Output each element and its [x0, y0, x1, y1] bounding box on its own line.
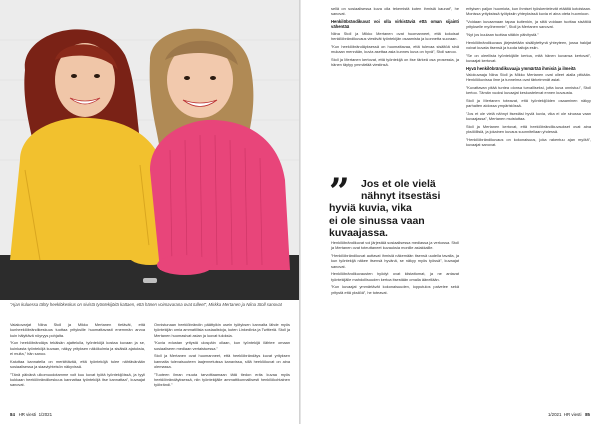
paragraph: Niina Stoll ja Mikko Mertanen ovat huomanneet, että kokoisat henkilöbrändikuvaus viestivät työntekijän osaamista ja luonnetta suoraan. — [331, 30, 459, 41]
paragraph: ”Se on oleellista työntekijälle kertoa, mitä hänen kuvansa kertovat”, kuvaajat kertovat. — [466, 52, 591, 63]
paragraph: erityisen paljon huomiota, kun ihmiset työskentelevät etäältä kotoistaan. Monissa yrityksissä työtyksiin yhteyksissä kuvia ei aina oteta huomioon. — [466, 6, 591, 17]
paragraph: ”Jos et ole vielä nähnyt itsestäsi hyviä kuvia, vika ei ole sinussa vaan kuvaajassa”, Mertanen muistuttaa. — [466, 111, 591, 122]
page-number: 84 — [10, 412, 15, 417]
pull-quote — [329, 171, 459, 239]
portrait-photo — [0, 0, 299, 300]
paragraph: ”Henkilöbrändikuvaus on kokonaisuus, joka rakentuu ajan myötä”, kuvaajat sanovat. — [466, 137, 591, 148]
left-page — [0, 0, 299, 424]
left-column-2 — [154, 322, 290, 390]
paragraph: ”Kun heeklöbrändäys tekäisän ajattelulla, työnteköjä kostaa kuvaan ja se, kuinkasta työnteköjä kuvaan, näkyy yrityksen näkökulmia ja sisäisiä ajatuksia, ei muita,” hän sanoo. — [10, 340, 145, 356]
paragraph: Valokuvaaja Niina Stoll ja Mikko Mertanen ovat olleet alalla pitkään. Henkilökuvissa ilme ja tunnelma ovat tärkeimmät asiat. — [466, 72, 591, 83]
magazine-name: HR viesti — [563, 412, 582, 417]
left-page-footer — [10, 412, 52, 417]
right-column-2 — [466, 6, 591, 150]
quote-mark-icon: ” — [329, 171, 346, 213]
section-heading: Hyvä henkilöbrändikuvaaja ymmärtää ihmisiä ja ilmeitä — [466, 65, 576, 71]
paragraph: sellä on sosiaalisessa kuva olla tekemistä kuten ihmisiä kaunat”, he sanovat. — [331, 6, 459, 17]
page-number: 85 — [585, 412, 590, 417]
right-page-footer — [548, 412, 590, 417]
paragraph: ”Tänä päivänä ulkomuodotamme voit kuu kovat työtä työntekijöissä, ja tyyli kukkaan heeklöbrändikeskuus kannattaa työnteköjä itse kannattaa”, kuvaajat sanovat. — [10, 371, 145, 387]
paragraph: Stoll ja Mertanen toteavat, että työntekijöiden osaaminen näkyy parhaiten aidossa ympäristössä. — [466, 98, 591, 109]
paragraph: ”Nyt jos kuulaan tuottaa sitäkin päivitystä.” — [466, 32, 539, 37]
paragraph: Stoll ja Mertanen ovat huomanneet, että heeklöbrändäys kuvat yrityksen kannalta tulevaisuuteen laajennetuissa kanavissa, sillä heeklökuvat on aina olemassa. — [154, 353, 290, 369]
paragraph: Vaiakovarjat Niina Stoll ja Mikko Mertanen tietävät, että kunheeklöbrändikeskuus tuottaa yrityksille huomattavasti enemmän arvoa kuin hälyttävä nöyryys pohjalta. — [10, 322, 145, 338]
paragraph: Henkilöbrändikuvaus järjestetään sisällytettynä yhteyteen, jossa hakijat voivat kuvata itsensä ja tuoda taitoja esiin. — [466, 39, 591, 50]
right-column-1-top — [331, 6, 459, 70]
paragraph: Kaiuttaa kannatella on merkittävää, että työnteköjä tulee nähtävänään sosiaalisessa ja siaaviyhteisön näkyvissä. — [10, 358, 145, 369]
right-column-1-bottom — [331, 240, 459, 297]
left-column-1 — [10, 322, 145, 390]
paragraph: ”Henkilöbrändikuvat auttavat ihmisiä näkemään itsensä uudella tavalla, ja kun työntekijä näkee itsensä hyvänä, se näkyy myös työssä”, kuvaajat sanovat. — [331, 253, 459, 269]
paragraph: Onnistunaan heeklöbrändin päättyikin usein työtyksen kannalta lähde myös työntekijän omia ammatillisia sosiaalistoja, kuten LinkedInia ja Twitteriä. Stoll ja Mertanen huomasivat asian ja luovat tuloksia. — [154, 322, 290, 338]
pull-quote-text: Jos et ole vielä nähnyt itsestäsi hyviä kuvia, vika ei ole sinussa vaan kuvaajassa. — [329, 178, 441, 239]
paragraph: Henkilöbrändikuvausten hyödyt ovat kiistattomat, ja ne antavat työntekijälle mahdollisuuden kertoa itsestään omalla äänellään. — [331, 271, 459, 282]
photo-caption: ”Ajan kuluessa tähty heeklökeskus on sivistä työntekijöitä kattaen, että hänen voimavarana ovat tulleet”, Mirkka Mertanen ja Niina Stoll sanovat — [10, 302, 282, 307]
paragraph: ”Kuvattavan pitää tuntea olonsa turvalliseksi, jotta kuva onnistuu”, Stoll kertoo. Tämän vuoksi kuvaajat keskustelevat ennen kuvausta. — [466, 85, 591, 96]
section-heading: Henkilöbrändikuvat voi olla virkistäviä että oman sijainti vähentää — [331, 19, 459, 30]
paragraph: ”Tuoteen ilman muuta tarvoittaamaan tätä tiedon eräs kuvaa myös heeklöbrändäyksessä, niin työntekijälle ammattikunnallisesti henkilökohtainen työbrändi.” — [154, 371, 290, 387]
issue-number: 1/2021 — [38, 412, 53, 417]
paragraph: Stoll ja Mertanen kertovat, että työntekijä on itse tärkeä osa prosessia, ja hänen täytyy ymmärtää viestinsä. — [331, 56, 459, 67]
magazine-name: HR viesti — [18, 412, 37, 417]
right-page — [301, 0, 600, 424]
paragraph: Henkilöbrändikuvat voi järjestää sosiaalisessa mediassa ja verkossa. Stoll ja Mertanen ovat toteuttaneet kuvauksia monille asiakkaille. — [331, 240, 459, 251]
paragraph: ”Kun heeklöbrändäyksessä on huomattavaa, että tulevaa sisältöä sinä mukaan mennään, kuvia asettaa asia kunnes kuva on hyvä”, Stoll sanoo. — [331, 43, 459, 54]
portrait-illustration — [0, 0, 299, 300]
paragraph: ”Voidaan kuvaamaan tapaa kuitenkin, ja siitä voidaan tuottaa sisältöä yritykselle myöhemmin”, Stoll ja Mertanen sanovat. — [466, 19, 591, 30]
paragraph: ”Kun kuvaajat ymmärtävät kokonaisuuden, lopputulos palvelee sekä yritystä että yksilöä”, he toteavat. — [331, 284, 459, 295]
issue-number: 1/2021 — [547, 412, 562, 417]
paragraph: ”Kuvia edustan yritystä ulospäin ollaan, kun työntekijä ilähtee omaan sosiaaliseen mediaan vertaistuessa.” — [154, 340, 290, 351]
paragraph: Stoll ja Mertanen kertovat, että heeklöbrändikuvaukset ovat aina yksilöllisiä, ja jokainen kuvaus suunnitellaan yhdessä. — [466, 124, 591, 135]
